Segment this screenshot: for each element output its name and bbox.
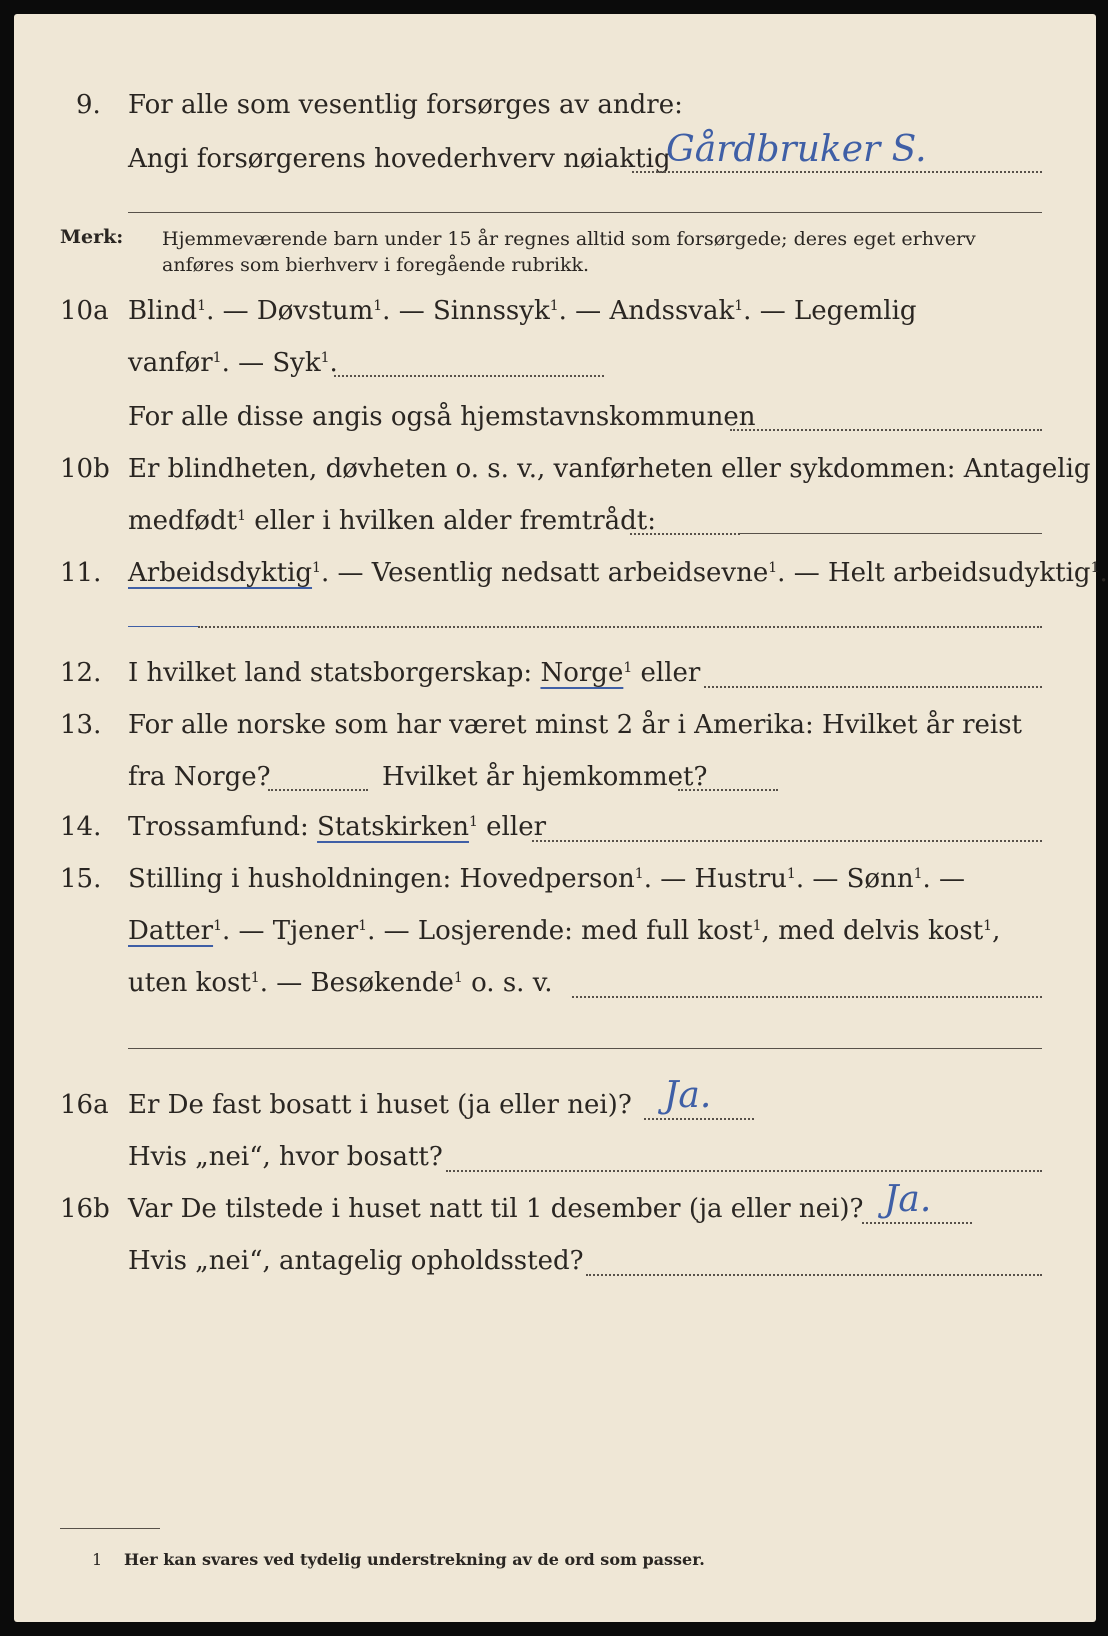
q10b-line — [740, 533, 1042, 534]
q16b-line2: Hvis „nei“, antagelig opholdssted? — [128, 1246, 584, 1276]
q10a-kommune-dots — [730, 429, 1042, 431]
item-number-16a: 16a — [60, 1090, 109, 1120]
q16a-handwritten-answer: Ja. — [664, 1075, 712, 1116]
item-number-11: 11. — [60, 558, 102, 588]
q11-dots — [198, 626, 1042, 628]
q16a-bosatt-dots — [446, 1170, 1042, 1172]
item-number-15: 15. — [60, 864, 102, 894]
q13-hjemkommet-dots — [678, 789, 778, 791]
item-number-9: 9. — [76, 90, 101, 120]
q15-line2: Datter$^1$. — Tjener$^1$. — Losjerende: med full kost$^1$, med delvis kost$^1$, — [128, 916, 1001, 946]
q9-answer-dots — [632, 171, 1042, 173]
q15-datter-underlined: Datter — [128, 916, 214, 946]
q12-norge-underlined: Norge — [540, 658, 624, 688]
q13-line2a: fra Norge? — [128, 762, 271, 792]
item-number-16b: 16b — [60, 1194, 110, 1224]
q16b-answer-dots — [862, 1222, 972, 1224]
q9-line2: Angi forsørgerens hovederhverv nøiaktig — [128, 144, 671, 174]
q12-line: I hvilket land statsborgerskap: Norge$^1$ eller — [128, 658, 701, 688]
footnote-text: Her kan svares ved tydelig understrekning av de ord som passer. — [124, 1550, 705, 1569]
q9-extra-line — [128, 212, 1042, 213]
item-number-13: 13. — [60, 710, 102, 740]
q13-line1: For alle norske som har været minst 2 år i Amerika: Hvilket år reist — [128, 710, 1022, 740]
q15-dots — [572, 996, 1042, 998]
q10a-syk-dots — [334, 375, 604, 377]
item-number-10b: 10b — [60, 454, 110, 484]
q11-handwritten-stroke — [128, 626, 198, 627]
q10b-dots — [630, 533, 740, 535]
q11-arbeidsdyktig-underlined: Arbeidsdyktig — [128, 558, 313, 588]
merk-label: Merk: — [60, 226, 124, 248]
item-number-12: 12. — [60, 658, 102, 688]
merk-line1: Hjemmeværende barn under 15 år regnes alltid som forsørgede; deres eget erhverv — [162, 228, 976, 250]
q14-dots — [532, 840, 1042, 842]
q16a-answer-dots — [644, 1118, 754, 1120]
q16b-line1: Var De tilstede i huset natt til 1 desember (ja eller nei)? — [128, 1194, 864, 1224]
q13-reist-dots — [268, 789, 368, 791]
q11-line: Arbeidsdyktig$^1$. — Vesentlig nedsatt arbeidsevne$^1$. — Helt arbeidsudyktig$^1$. — [128, 558, 1108, 588]
item-number-10a: 10a — [60, 296, 109, 326]
q15-line1: Stilling i husholdningen: Hovedperson$^1$. — Hustru$^1$. — Sønn$^1$. — — [128, 864, 966, 894]
q14-line: Trossamfund: Statskirken$^1$ eller — [128, 812, 547, 842]
q10b-line1: Er blindheten, døvheten o. s. v., vanførheten eller sykdommen: Antagelig — [128, 454, 1091, 484]
item-number-14: 14. — [60, 812, 102, 842]
q16b-handwritten-answer: Ja. — [884, 1179, 932, 1220]
merk-line2: anføres som bierhverv i foregående rubrikk. — [162, 254, 590, 276]
q10a-line2: vanfør$^1$. — Syk$^1$. — [128, 348, 338, 378]
q15-extra-line — [128, 1048, 1042, 1049]
q16a-line1: Er De fast bosatt i huset (ja eller nei)? — [128, 1090, 632, 1120]
q9-line1: For alle som vesentlig forsørges av andre: — [128, 90, 683, 120]
q16b-opholdssted-dots — [586, 1274, 1042, 1276]
footnote-rule — [60, 1528, 160, 1529]
q10a-line3: For alle disse angis også hjemstavnskommunen — [128, 402, 756, 432]
q15-line3: uten kost$^1$. — Besøkende$^1$ o. s. v. — [128, 968, 553, 998]
q9-handwritten-answer: Gårdbruker S. — [666, 129, 927, 170]
q10b-line2: medfødt$^1$ eller i hvilken alder fremtrådt: — [128, 506, 657, 536]
q12-dots — [704, 686, 1042, 688]
census-form-page — [14, 14, 1108, 1622]
q16a-line2: Hvis „nei“, hvor bosatt? — [128, 1142, 443, 1172]
q14-statskirken-underlined: Statskirken — [317, 812, 469, 842]
footnote-mark: 1 — [92, 1550, 103, 1569]
q13-line2b: Hvilket år hjemkommet? — [382, 762, 708, 792]
q10a-line1: Blind$^1$. — Døvstum$^1$. — Sinnssyk$^1$. — Andssvak$^1$. — Legemlig — [128, 296, 917, 326]
